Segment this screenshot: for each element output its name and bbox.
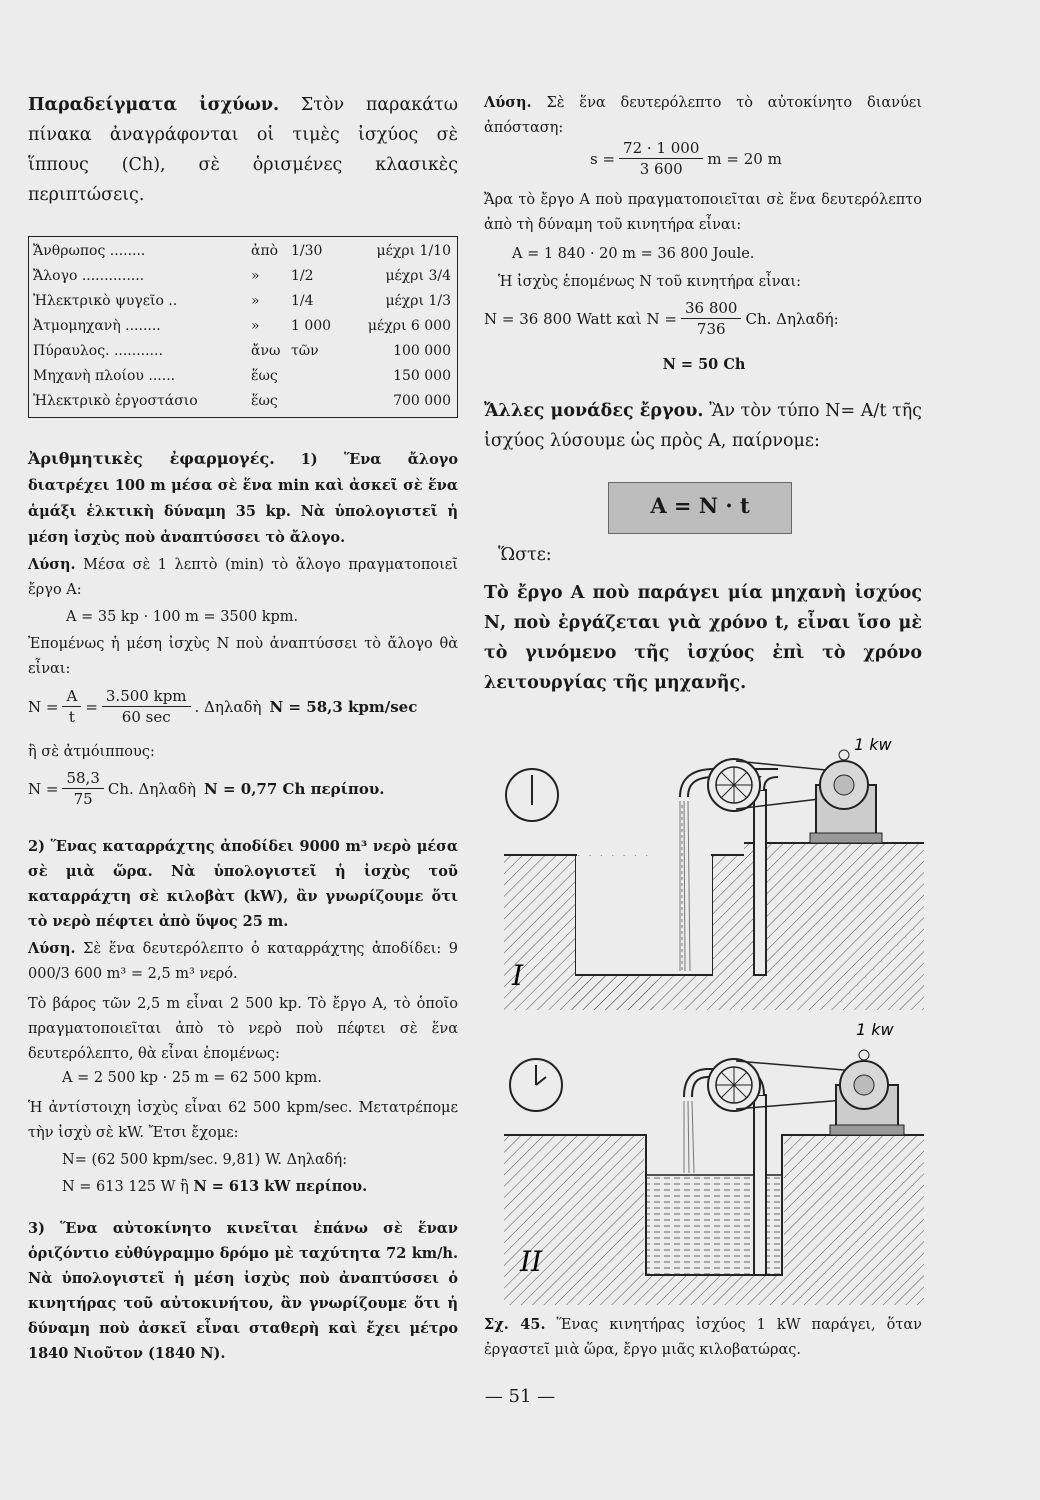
fraction-numerator: 36 800 bbox=[681, 298, 742, 319]
boxed-formula: Α = Ν · t bbox=[608, 482, 792, 534]
fraction-numerator: 3.500 kpm bbox=[102, 686, 191, 707]
table-cell-item: Ἄλογο .............. bbox=[33, 268, 145, 284]
formula-tail: . Δηλαδὴ bbox=[194, 697, 262, 716]
example-3-text: 3) Ἕνα αὐτοκίνητο κινεῖται ἐπάνω σὲ ἕναν ὁριζόντιο εὐθύγραμμο δρόμο μὲ ταχύτητα 72 km/h. Νὰ ὑπολογιστεῖ ἡ μέση ἰσχὺς ποὺ ἀναπτύσσει ὁ κινητήρας τοῦ αὐτοκινήτου, ἂν γνωρίζουμε ὅτι ἡ δύναμη ποὺ ἀσκεῖ εἶναι σταθερὴ καὶ ἔχει μέτρο 1840 Νιοῦτον (1840 Ν). bbox=[28, 1220, 458, 1362]
ground-right bbox=[784, 1135, 924, 1305]
table-cell-prep: » bbox=[251, 293, 260, 309]
table-cell-item: Ἠλεκτρικὸ ἐργοστάσιο bbox=[33, 393, 198, 409]
table-cell-to: 150 000 bbox=[393, 368, 451, 384]
caption-label: Σχ. 45. bbox=[484, 1316, 546, 1333]
result-kw: Ν = 613 kW περίπου. bbox=[193, 1178, 368, 1195]
distance-formula bbox=[590, 138, 782, 179]
table-cell-to: μέχρι 1/3 bbox=[385, 293, 451, 309]
example-2-text: 2) Ἕνας καταρράχτης ἀποδίδει 9000 m³ νερὸ μέσα σὲ μιὰ ὥρα. Νὰ ὑπολογιστεῖ ἡ ἰσχὺς τοῦ καταρράχτη σὲ κιλοβὰτ (kW), ἂν γνωρίζουμε ὅτι τὸ νερὸ πέφτει ἀπὸ ὕψος 25 m. bbox=[28, 838, 458, 930]
applications-paragraph bbox=[28, 446, 458, 551]
table-row bbox=[29, 339, 457, 364]
hoste-label: Ὥστε: bbox=[498, 545, 552, 565]
formula-result: Ν = 58,3 kpm/sec bbox=[269, 697, 418, 716]
table-cell-item: Πύραυλος. ........... bbox=[33, 343, 163, 359]
page-number: — 51 — bbox=[484, 1386, 556, 1407]
table-row bbox=[29, 239, 457, 264]
formula-result: Ν = 0,77 Ch περίπου. bbox=[204, 779, 385, 798]
table-cell-to: μέχρι 1/10 bbox=[376, 243, 451, 259]
table-row bbox=[29, 389, 457, 414]
power-result: Ν = 50 Ch bbox=[662, 356, 746, 373]
formula-lhs: Ν = bbox=[28, 697, 59, 716]
solution-label: Λύση. bbox=[28, 556, 76, 573]
example-2-weight: Τὸ βάρος τῶν 2,5 m εἶναι 2 500 kp. Τὸ ἔργο Α, τὸ ὁποῖο πραγματοποιεῖται ἀπὸ τὸ νερὸ ποὺ πέφτει σὲ ἕνα δευτερόλεπτο, θὰ εἶναι ἑπομένως: bbox=[28, 996, 458, 1062]
table-row bbox=[29, 289, 457, 314]
table-cell-prep: ἀπὸ bbox=[251, 243, 279, 259]
formula-lhs: s = bbox=[590, 149, 616, 168]
example-2-conversion: Ν= (62 500 kpm/sec. 9,81) W. Δηλαδή: bbox=[62, 1152, 348, 1168]
table-row bbox=[29, 314, 457, 339]
table-cell-to: μέχρι 3/4 bbox=[385, 268, 451, 284]
pit-bottom bbox=[572, 975, 712, 1010]
formula-tail: Ch. Δηλαδή: bbox=[745, 309, 839, 328]
fraction-kpm-sec bbox=[102, 686, 191, 727]
table-row bbox=[29, 264, 457, 289]
label-scene-one: I bbox=[512, 959, 524, 992]
solution-text: Μέσα σὲ 1 λεπτὸ (min) τὸ ἄλογο πραγματοποιεῖ ἔργο Α: bbox=[28, 557, 458, 598]
fraction-denominator: 736 bbox=[696, 320, 726, 338]
table-cell-item: Ἀτμομηχανὴ ........ bbox=[33, 318, 161, 334]
table-cell-from bbox=[291, 364, 343, 389]
power-table bbox=[28, 236, 458, 418]
table-cell-item: Ἄνθρωπος ........ bbox=[33, 243, 146, 259]
ground-right bbox=[712, 843, 924, 1010]
example-2-solution bbox=[28, 936, 458, 987]
example-1-hp-text: ἢ σὲ ἀτμόιππους: bbox=[28, 744, 155, 760]
formula-tail: m = 20 m bbox=[707, 149, 782, 168]
table-row bbox=[29, 364, 457, 389]
fraction-denominator: t bbox=[68, 708, 75, 726]
table-cell-from bbox=[291, 389, 343, 414]
intro-paragraph bbox=[28, 90, 458, 210]
pipe bbox=[754, 790, 766, 975]
example-2-work: Α = 2 500 kp · 25 m = 62 500 kpm. bbox=[62, 1070, 322, 1086]
fraction-denominator: 3 600 bbox=[639, 160, 683, 178]
pit bbox=[576, 856, 712, 974]
label-kw-one: 1 kw bbox=[854, 735, 892, 754]
applications-heading: Ἀριθμητικὲς ἐφαρμογές. bbox=[28, 449, 275, 468]
table-cell-prep: » bbox=[251, 268, 260, 284]
fraction-power bbox=[681, 298, 742, 339]
example-1-solution bbox=[28, 552, 458, 603]
table-cell-prep: ἕως bbox=[251, 368, 278, 384]
units-paragraph bbox=[484, 396, 922, 456]
table-cell-prep: ἄνω bbox=[251, 343, 281, 359]
conclusion-text: Τὸ ἔργο Α ποὺ παράγει μία μηχανὴ ἰσχύος Ν, ποὺ ἐργάζεται γιὰ χρόνο t, εἶναι ἴσο μὲ τὸ γινόμενο τῆς ἰσχύος ἐπὶ τὸ χρόνο λειτουργίας τῆς μηχανῆς. bbox=[484, 583, 922, 693]
fraction-distance bbox=[619, 138, 703, 179]
example-2-result bbox=[62, 1174, 367, 1200]
table-cell-from: 1/2 bbox=[291, 268, 314, 284]
example-1-hp-formula bbox=[28, 768, 468, 809]
fraction-numerator: Α bbox=[62, 686, 81, 707]
power-text: Ἡ ἰσχὺς ἑπομένως Ν τοῦ κινητήρα εἶναι: bbox=[498, 274, 801, 290]
solution-label: Λύση. bbox=[484, 94, 532, 111]
table-cell-prep: ἕως bbox=[251, 393, 278, 409]
example-3-solution bbox=[484, 90, 922, 141]
label-kw-two: 1 kw bbox=[856, 1020, 894, 1039]
units-text: Ἂν τὸν τύπο Ν= Α/t τῆς ἰσχύος λύσουμε ὡς πρὸς Α, παίρνομε: bbox=[484, 401, 922, 451]
fraction-a-t bbox=[62, 686, 81, 727]
formula-equals: = bbox=[85, 697, 98, 716]
example-1-work: Α = 35 kp · 100 m = 3500 kpm. bbox=[66, 609, 299, 625]
work-equation: Α = 1 840 · 20 m = 36 800 Joule. bbox=[512, 246, 755, 262]
table-cell-item: Ἠλεκτρικὸ ψυγεῖο .. bbox=[33, 293, 178, 309]
power-formula bbox=[484, 298, 924, 339]
work-text: Ἄρα τὸ ἔργο Α ποὺ πραγματοποιεῖται σὲ ἕνα δευτερόλεπτο ἀπὸ τὴ δύναμη τοῦ κινητήρα εἶναι: bbox=[484, 192, 922, 233]
result-watts: Ν = 613 125 W ἢ bbox=[62, 1179, 189, 1195]
solution-text: Σὲ ἕνα δευτερόλεπτο ὁ καταρράχτης ἀποδίδει: 9 000/3 600 m³ = 2,5 m³ νερό. bbox=[28, 941, 458, 982]
table-cell-item: Μηχανὴ πλοίου ...... bbox=[33, 368, 176, 384]
solution-text: Σὲ ἕνα δευτερόλεπτο τὸ αὐτοκίνητο διανύει ἀπόσταση: bbox=[484, 95, 923, 136]
formula-lhs: Ν = bbox=[28, 779, 59, 798]
example-2-power: Ἡ ἀντίστοιχη ἰσχὺς εἶναι 62 500 kpm/sec. Μετατρέπομε τὴν ἰσχὺ σὲ kW. Ἔτσι ἔχομε: bbox=[28, 1100, 458, 1141]
intro-text: Στὸν παρακάτω πίνακα ἀναγράφονται οἱ τιμὲς ἰσχύος σὲ ἵππους (Ch), σὲ ὁρισμένες κλασικὲς περιπτώσεις. bbox=[28, 95, 458, 205]
intro-heading: Παραδείγματα ἰσχύων. bbox=[28, 95, 280, 115]
table-cell-from: τῶν bbox=[291, 343, 319, 359]
table-cell-to: 700 000 bbox=[393, 393, 451, 409]
solution-label: Λύση. bbox=[28, 940, 76, 957]
table-cell-prep: » bbox=[251, 318, 260, 334]
fraction-numerator: 58,3 bbox=[62, 768, 103, 789]
figure-45 bbox=[484, 735, 934, 1315]
fraction-numerator: 72 · 1 000 bbox=[619, 138, 703, 159]
caption-text: Ἕνας κινητήρας ἰσχύος 1 kW παράγει, ὅταν ἐργαστεῖ μιὰ ὥρα, ἔργο μιᾶς κιλοβατώρας. bbox=[484, 1317, 922, 1358]
table-cell-from: 1 000 bbox=[291, 318, 332, 334]
example-1-text: 1) Ἕνα ἄλογο διατρέχει 100 m μέσα σὲ ἕνα min καὶ ἀσκεῖ σὲ ἕνα ἁμάξι ἑλκτικὴ δύναμη 35 kp. Νὰ ὑπολογιστεῖ ἡ μέση ἰσχὺς ποὺ ἀναπτύσσει τὸ ἄλογο. bbox=[28, 451, 458, 546]
units-heading: Ἄλλες μονάδες ἔργου. bbox=[484, 401, 704, 421]
fraction-denominator: 75 bbox=[73, 790, 93, 808]
table-cell-to: μέχρι 6 000 bbox=[367, 318, 451, 334]
scene-one bbox=[504, 735, 924, 1010]
example-1-then: Ἐπομένως ἡ μέση ἰσχὺς Ν ποὺ ἀναπτύσσει τὸ ἄλογο θὰ εἶναι: bbox=[28, 636, 458, 677]
ground-left bbox=[504, 1135, 644, 1305]
table-cell-from: 1/4 bbox=[291, 293, 314, 309]
fraction-denominator: 60 sec bbox=[121, 708, 171, 726]
fraction-58-75 bbox=[62, 768, 103, 809]
formula-lhs: Ν = 36 800 Watt καὶ Ν = bbox=[484, 309, 677, 328]
label-scene-two: II bbox=[520, 1245, 543, 1278]
figure-caption bbox=[484, 1312, 922, 1363]
table-cell-to: 100 000 bbox=[393, 343, 451, 359]
scene-two bbox=[504, 1020, 924, 1305]
formula-tail: Ch. Δηλαδὴ bbox=[107, 779, 197, 798]
pipe bbox=[754, 1095, 766, 1275]
table-cell-from: 1/30 bbox=[291, 243, 323, 259]
example-1-formula bbox=[28, 686, 468, 727]
